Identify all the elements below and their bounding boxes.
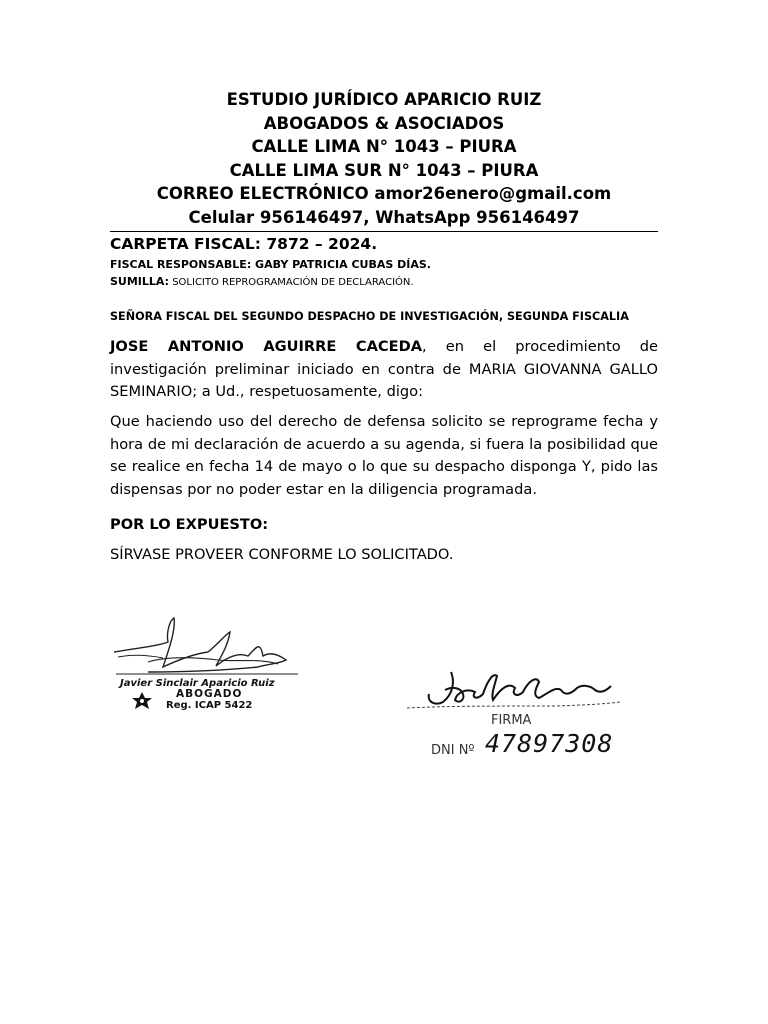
letterhead-email: CORREO ELECTRÓNICO amor26enero@gmail.com <box>156 184 612 204</box>
carpeta-fiscal: CARPETA FISCAL: 7872 – 2024. <box>110 235 378 253</box>
client-signature-stroke <box>429 672 611 704</box>
paragraph-1-text: , en el procedimiento de investigación preliminar iniciado en contra de MARIA GIOVANNA GALLO SEMINARIO; a Ud., respetuosamente, digo: <box>110 338 658 401</box>
sumilla-value: SOLICITO REPROGRAMACIÓN DE DECLARACIÓN. <box>169 277 414 288</box>
lawyer-stamp-reg: Reg. ICAP 5422 <box>166 700 253 711</box>
por-lo-expuesto: POR LO EXPUESTO: <box>110 516 269 533</box>
sumilla-label: SUMILLA: <box>110 275 170 288</box>
letterhead-subtitle: ABOGADOS & ASOCIADOS <box>263 113 505 133</box>
letterhead-firm-name: ESTUDIO JURÍDICO APARICIO RUIZ <box>226 90 542 109</box>
client-signature <box>405 650 655 770</box>
sirvase-proveer: SÍRVASE PROVEER CONFORME LO SOLICITADO. <box>110 546 454 563</box>
petitioner-name: JOSE ANTONIO AGUIRRE CACEDA <box>110 338 423 355</box>
letterhead <box>110 88 658 230</box>
fiscal-responsable: FISCAL RESPONSABLE: GABY PATRICIA CUBAS DÍAS. <box>110 258 431 271</box>
lawyer-signature-stamp <box>108 612 318 724</box>
letterhead-phone: Celular 956146497, WhatsApp 956146497 <box>188 207 580 227</box>
letterhead-address-2: CALLE LIMA SUR N° 1043 – PIURA <box>229 160 539 180</box>
lawyer-stamp-name: Javier Sinclair Aparicio Ruiz <box>120 678 275 689</box>
lawyer-signature-stroke <box>114 618 286 672</box>
header-divider <box>110 231 658 232</box>
dni-number: 47897308 <box>485 729 614 758</box>
sumilla <box>110 275 414 288</box>
body-paragraph-1 <box>110 336 658 404</box>
body-paragraph-2: Que haciendo uso del derecho de defensa solicito se reprograme fecha y hora de mi declaración de acuerdo a su agenda, si fuera la posibilidad que se realice en fecha 14 de mayo o lo que su despacho disponga Y, pido las dispensas por no poder estar en la diligencia programada. <box>110 413 658 498</box>
addressee: SEÑORA FISCAL DEL SEGUNDO DESPACHO DE INVESTIGACIÓN, SEGUNDA FISCALIA <box>110 310 629 323</box>
dni-label: DNI Nº <box>431 743 475 758</box>
letterhead-address-1: CALLE LIMA N° 1043 – PIURA <box>251 137 517 157</box>
lawyer-stamp-title: ABOGADO <box>176 688 243 700</box>
firma-label: FIRMA <box>491 713 532 728</box>
